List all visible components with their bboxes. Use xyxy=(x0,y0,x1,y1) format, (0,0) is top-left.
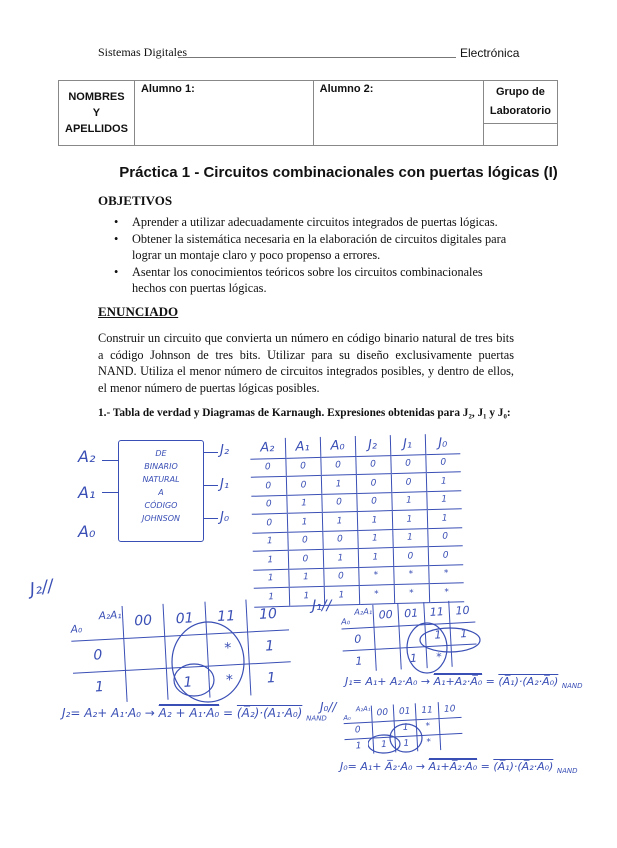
table-cell: * xyxy=(393,565,428,584)
kmap-cell: 1 xyxy=(400,646,427,669)
student2-field[interactable] xyxy=(313,81,483,146)
equation-lhs: J₂= A₂+ A₁·A₀ → xyxy=(62,706,155,720)
table-cell: 0 xyxy=(288,549,323,568)
kmap-cell: 1 xyxy=(166,666,209,700)
table-cell: 1 xyxy=(426,472,461,491)
table-cell: 0 xyxy=(250,458,285,477)
table-cell: 0 xyxy=(323,567,358,586)
table-cell: 0 xyxy=(252,513,287,532)
converter-block xyxy=(118,440,204,542)
truth-table xyxy=(250,433,464,607)
group-label xyxy=(483,81,557,124)
equation-nand: (A̅₂)·(A₁·A₀) xyxy=(236,706,303,720)
group-loop xyxy=(174,664,214,696)
names-label xyxy=(59,81,135,146)
table-cell: 0 xyxy=(321,493,356,512)
kmap-cell xyxy=(373,626,400,649)
kmap-row-label: 0 xyxy=(342,627,375,651)
kmap-col-header: 11 xyxy=(423,601,450,624)
student1-label: Alumno 1: xyxy=(140,83,195,95)
section-heading: 1.- Tabla de verdad y Diagramas de Karnaugh. Expresiones obtenidas para J₂, J₁ y J₀: xyxy=(98,407,511,419)
j1-equation: J₁= A₁+ A₂·A₀ → A₁+A₂·A̅₀ = (A̅₁)·(A₂·A̅₀) $_{NAND}$ xyxy=(345,675,583,691)
j0-equation: J₀= A₁+ A̅₂·A₀ → A₁+A̅₂·A₀ = (A̅₁)·(A̅₂·A₀) $_{NAND}$ xyxy=(340,760,578,776)
kmap-title: J₁// xyxy=(312,598,332,614)
kmap-cell xyxy=(439,717,462,734)
group-loop xyxy=(172,622,244,702)
grouping-loops xyxy=(170,620,250,705)
kmap-corner xyxy=(70,606,124,641)
list-item: • Obtener la sistemática necesaria en la elaboración de circuitos digitales para lograr un montaje claro y poco propenso a errores. xyxy=(118,231,518,264)
table-cell: 0 xyxy=(285,457,320,476)
kmap-col-header: 01 xyxy=(163,602,206,636)
statement-text: Construir un circuito que convierta un número en código binario natural de tres bits a código Johnson de tres bits. Utilizar para su diseño exclusivamente puertas NAND. Utiliza el menor número de circuitos integrados posibles, y dentro de ellos, el menor número de puertas lógicas posibles. xyxy=(98,331,514,395)
kmap-col-header: 00 xyxy=(372,604,399,627)
table-cell: * xyxy=(394,584,429,603)
kmap-col-header: 00 xyxy=(371,704,394,721)
kmap-cell: * xyxy=(416,718,439,735)
list-item: • Asentar los conocimientos teóricos sobre los circuitos combinacionales hechos con puertas lógicas. xyxy=(118,264,518,297)
kmap-corner xyxy=(340,605,373,629)
group-field[interactable] xyxy=(483,124,557,146)
wire xyxy=(204,452,218,453)
student-names-table xyxy=(58,80,558,146)
column-header: J₂ xyxy=(355,435,391,456)
kmap-cell: 1 xyxy=(248,629,291,663)
list-item: • Aprender a utilizar adecuadamente circuitos integrados de puertas lógicas. xyxy=(118,214,518,231)
kmap-col-header: 01 xyxy=(393,703,416,720)
label-line: Laboratorio xyxy=(489,105,551,117)
input-label: A₀ xyxy=(78,522,96,541)
kmap-col-header: 11 xyxy=(205,600,248,634)
output-label: J₀ xyxy=(220,510,230,525)
table-cell: 1 xyxy=(254,587,289,606)
column-header: A₁ xyxy=(285,437,321,458)
kmap-cell xyxy=(440,733,463,750)
kmap-col-header: 10 xyxy=(246,597,289,631)
block-line: BINARIO xyxy=(144,462,178,471)
objectives-list xyxy=(118,214,518,297)
equation-negated: A₁+A₂·A̅₀ xyxy=(433,675,483,688)
table-cell: 1 xyxy=(253,550,288,569)
kmap-cell: 1 xyxy=(450,621,477,644)
equation-negated: A₂ + A₁·A₀ xyxy=(158,706,220,720)
table-cell: 0 xyxy=(356,474,391,493)
block-line: A xyxy=(158,488,164,497)
column-header: J₀ xyxy=(425,433,461,454)
kmap-cell xyxy=(375,647,402,670)
table-cell: 0 xyxy=(427,527,462,546)
table-cell: 1 xyxy=(392,510,427,529)
equation-nand: (A̅₁)·(A̅₂·A₀) xyxy=(493,760,554,773)
table-cell: 1 xyxy=(321,475,356,494)
table-cell: 0 xyxy=(286,475,321,494)
table-cell: 0 xyxy=(356,492,391,511)
equation-lhs: J₀= A₁+ A̅₂·A₀ → xyxy=(340,760,426,773)
statement-heading: ENUNCIADO xyxy=(98,304,179,319)
wire xyxy=(204,485,218,486)
table-cell: 1 xyxy=(358,548,393,567)
wire xyxy=(102,460,118,461)
column-header: J₁ xyxy=(390,434,426,455)
table-cell: 1 xyxy=(287,512,322,531)
table-cell: * xyxy=(429,583,464,602)
kmap-col-header: 11 xyxy=(416,702,439,719)
block-line: DE xyxy=(155,449,167,458)
corner-top: A₂A₁ xyxy=(355,704,371,714)
table-cell: 1 xyxy=(426,490,461,509)
corner-left: A₀ xyxy=(340,615,351,627)
column-header: A₀ xyxy=(320,436,356,457)
objectives-heading: OBJETIVOS xyxy=(98,193,173,208)
corner-top: A₂A₁ xyxy=(353,605,373,617)
table-cell: * xyxy=(358,566,393,585)
grouping-loops xyxy=(368,722,438,757)
table-cell: 0 xyxy=(287,531,322,550)
table-cell: 1 xyxy=(252,532,287,551)
page-title: Práctica 1 - Circuitos combinacionales con puertas lógicas (I) xyxy=(119,164,558,181)
kmap-cell: 1 xyxy=(394,719,417,736)
nand-tag: NAND xyxy=(556,767,578,776)
kmap-cell: * xyxy=(208,663,251,697)
table-cell: 1 xyxy=(323,548,358,567)
kmap-cell xyxy=(125,668,168,702)
kmap-cell: 1 xyxy=(372,736,395,753)
kmap-cell xyxy=(123,636,166,670)
table-cell: * xyxy=(359,585,394,604)
student2-label: Alumno 2: xyxy=(319,83,374,95)
table-cell: 0 xyxy=(390,454,425,473)
nand-tag: NAND xyxy=(306,714,327,723)
table-cell: 1 xyxy=(289,586,324,605)
table-cell: 1 xyxy=(392,528,427,547)
kmap-col-header: 10 xyxy=(449,600,476,623)
student1-field[interactable] xyxy=(134,81,313,146)
kmap-col-header: 10 xyxy=(438,701,461,718)
kmap-corner xyxy=(343,706,372,723)
table-cell: 0 xyxy=(391,473,426,492)
wire xyxy=(102,492,118,493)
wire xyxy=(204,518,218,519)
kmap-row-label: 0 xyxy=(344,722,373,739)
table-cell: 0 xyxy=(251,476,286,495)
column-header: A₂ xyxy=(250,438,286,459)
grouping-loops xyxy=(405,620,485,675)
kmap-col-header: 00 xyxy=(122,604,165,638)
table-cell: 1 xyxy=(357,511,392,530)
table-cell: 1 xyxy=(253,569,288,588)
j2-equation: J₂= A₂+ A₁·A₀ → A₂ + A₁·A₀ = (A̅₂)·(A₁·A₀) $_{NAND}$ xyxy=(62,706,327,723)
output-label: J₁ xyxy=(220,477,230,492)
kmap-row-label: 1 xyxy=(343,649,376,673)
table-cell: 0 xyxy=(322,530,357,549)
corner-left: A₀ xyxy=(343,713,351,722)
corner-left: A₀ xyxy=(70,622,83,636)
kmap-col-header: 01 xyxy=(398,602,425,625)
equation-nand: (A̅₁)·(A₂·A̅₀) xyxy=(498,675,559,688)
input-label: A₁ xyxy=(78,483,96,502)
table-cell: 0 xyxy=(393,547,428,566)
department-name: Electrónica xyxy=(460,46,520,60)
table-cell: 1 xyxy=(427,509,462,528)
kmap-cell: 1 xyxy=(250,661,293,695)
table-cell: 1 xyxy=(391,491,426,510)
label-line: APELLIDOS xyxy=(65,123,128,135)
kmap-title: J₀// xyxy=(320,700,337,714)
group-loop xyxy=(420,628,480,652)
kmap-cell: * xyxy=(417,734,440,751)
input-label: A₂ xyxy=(78,447,96,466)
course-name: Sistemas Digitales xyxy=(98,45,187,59)
header-rule xyxy=(178,57,456,58)
kmap-title: J₂// xyxy=(28,576,55,600)
kmap-row-label: 0 xyxy=(71,638,125,673)
table-cell: 0 xyxy=(320,456,355,475)
block-line: JOHNSON xyxy=(141,514,180,523)
equation-negated: A₁+A̅₂·A₀ xyxy=(428,760,478,773)
table-cell: 1 xyxy=(322,512,357,531)
group-loop xyxy=(368,735,400,753)
table-cell: 0 xyxy=(355,455,390,474)
kmap-cell: * xyxy=(426,645,453,668)
table-cell: 0 xyxy=(425,453,460,472)
output-label: J₂ xyxy=(220,443,230,458)
nand-tag: NAND xyxy=(561,682,583,691)
label-line: Grupo de xyxy=(495,86,545,98)
table-cell: 1 xyxy=(286,494,321,513)
table-cell: 1 xyxy=(288,568,323,587)
kmap-row-label: 1 xyxy=(344,738,373,755)
block-line: CÓDIGO xyxy=(144,501,178,510)
label-line: Y xyxy=(92,107,101,119)
table-cell: * xyxy=(428,564,463,583)
block-line: NATURAL xyxy=(142,475,180,484)
kmap-cell: * xyxy=(206,631,249,665)
table-cell: 1 xyxy=(357,529,392,548)
table-cell: 1 xyxy=(324,585,359,604)
table-cell: 0 xyxy=(251,495,286,514)
kmap-row-label: 1 xyxy=(73,670,127,705)
kmap-cell: 1 xyxy=(395,735,418,752)
equation-lhs: J₁= A₁+ A₂·A₀ → xyxy=(345,675,431,688)
table-cell: 0 xyxy=(428,546,463,565)
corner-top: A₂A₁ xyxy=(98,609,122,623)
kmap-cell: 1 xyxy=(425,623,452,646)
label-line: NOMBRES xyxy=(68,91,125,103)
